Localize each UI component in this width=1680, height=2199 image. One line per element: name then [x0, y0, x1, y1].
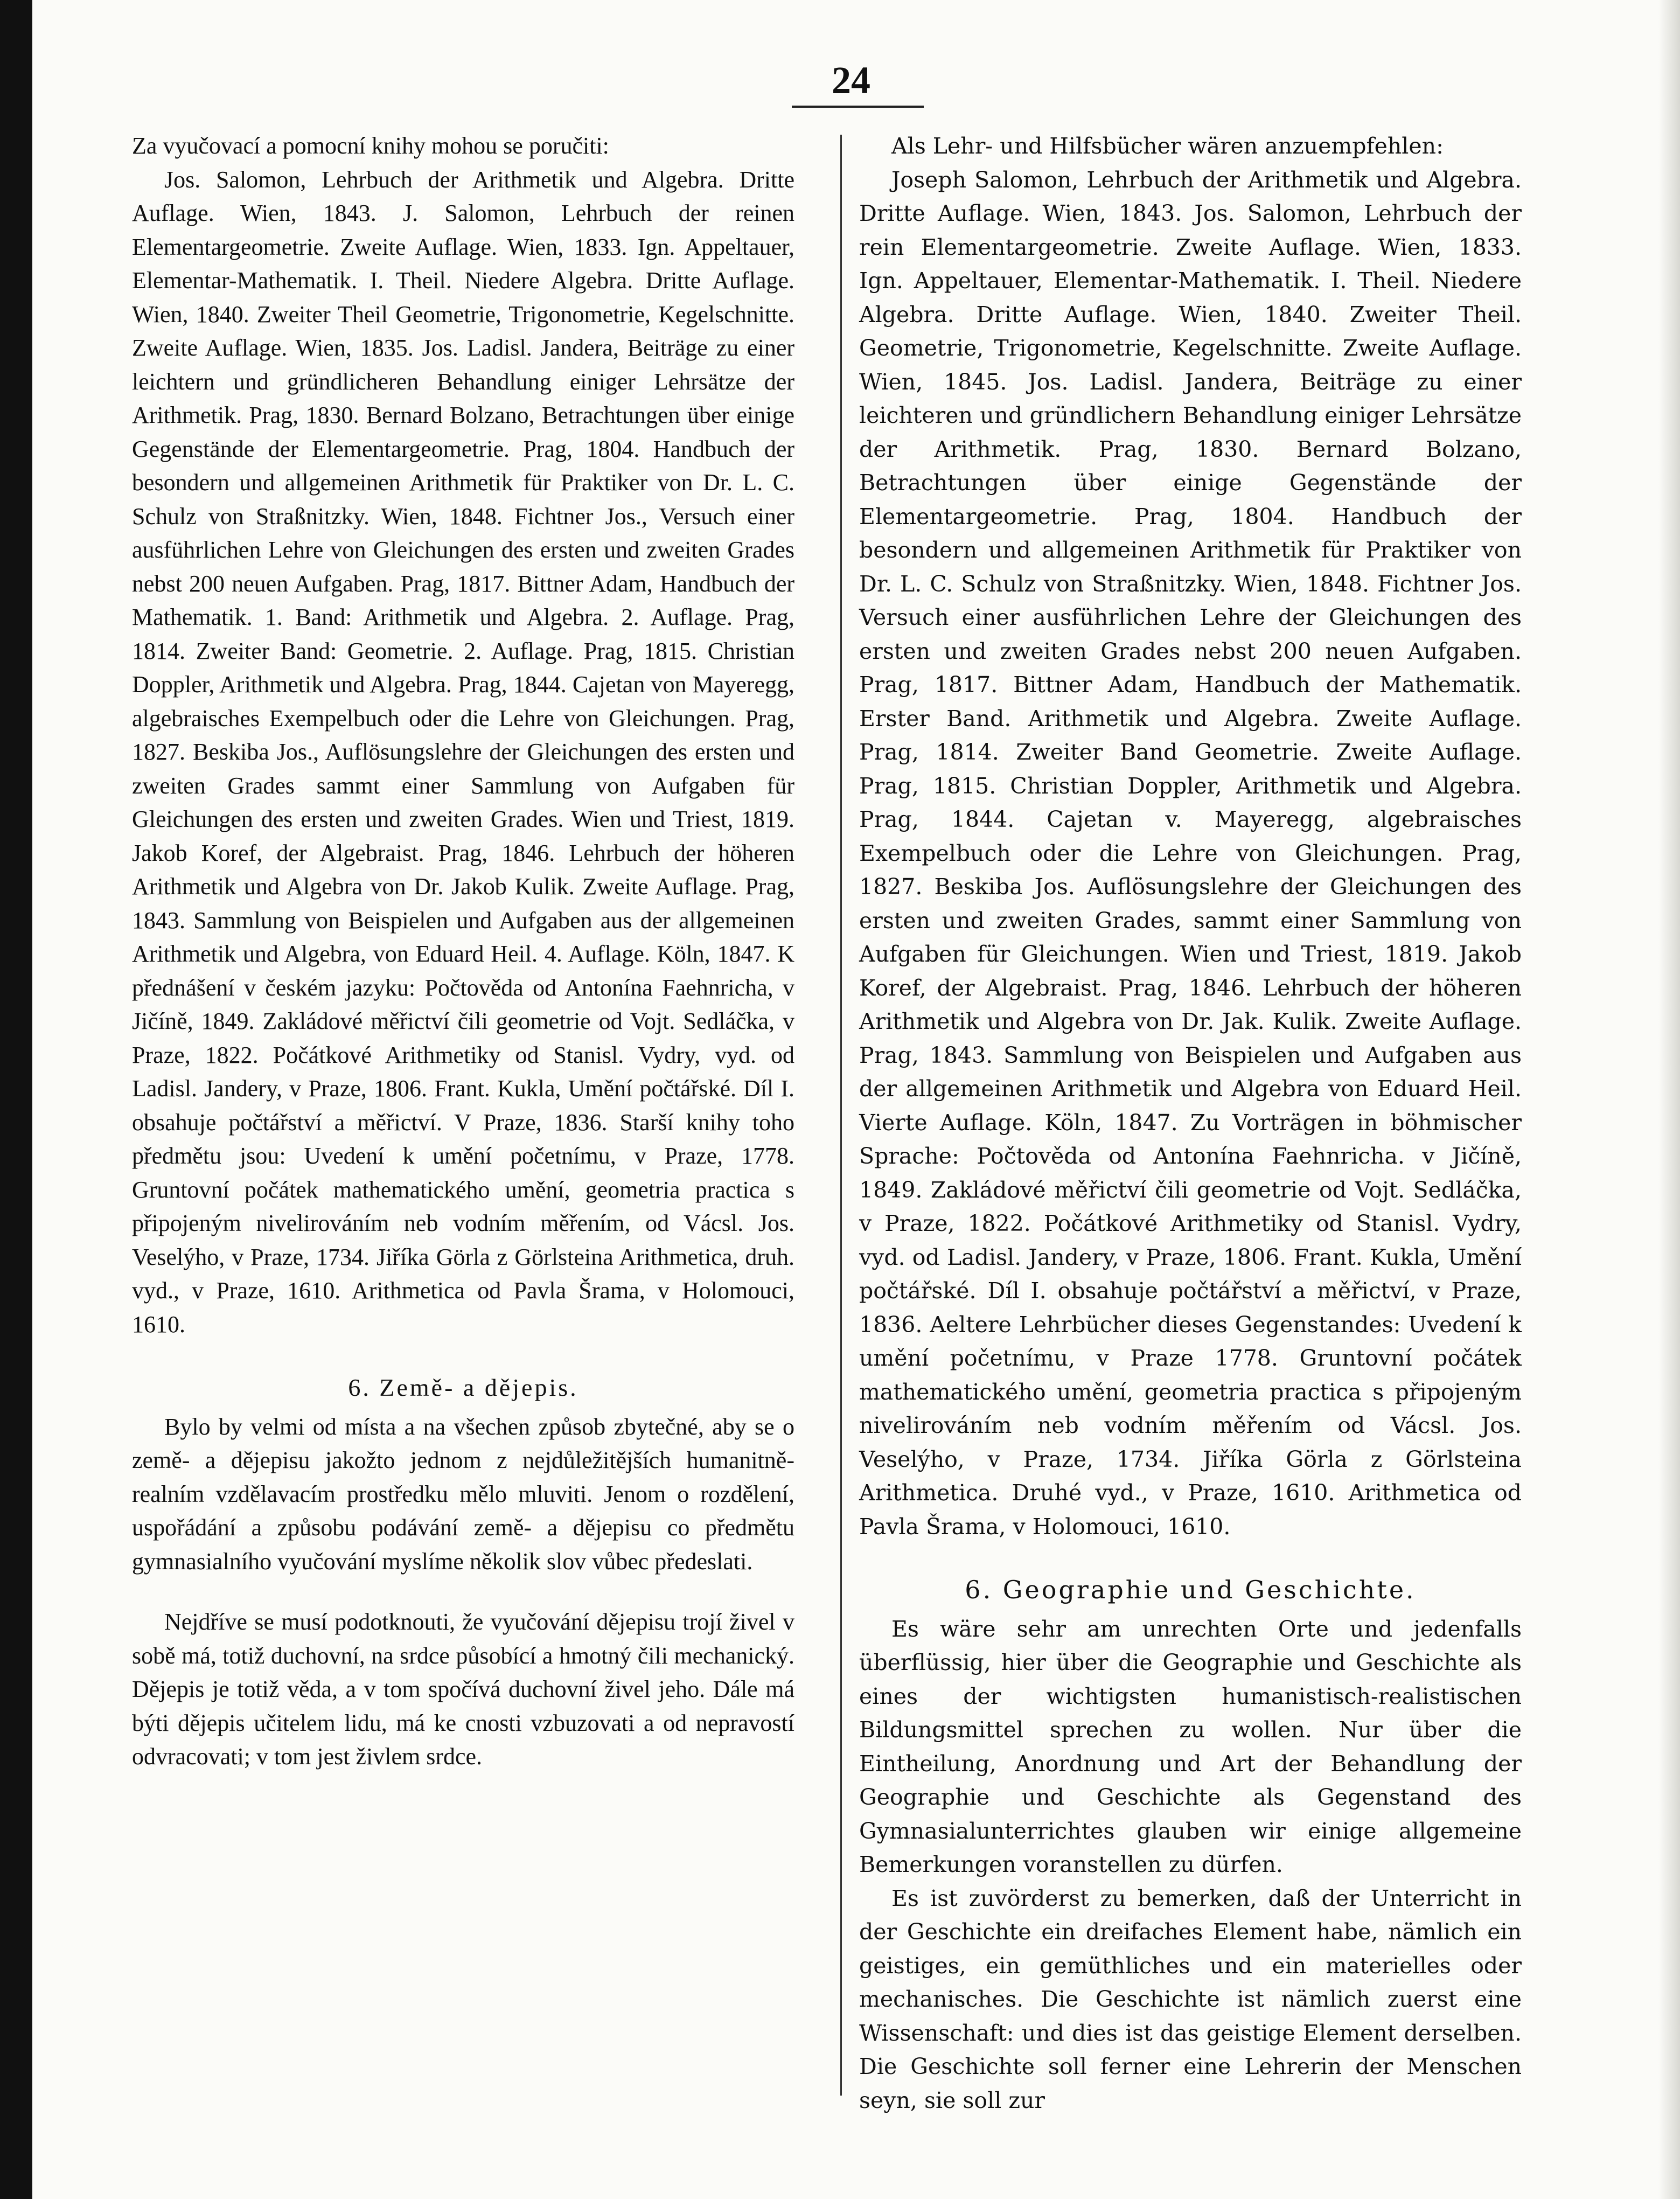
- page-edge-shadow: [1658, 0, 1680, 2199]
- paragraph-gap: [132, 1578, 794, 1605]
- left-column-czech: [132, 129, 794, 1774]
- left-section-paragraph-1: Bylo by velmi od místa a na všechen způsob zbytečné, aby se o země- a dějepisu jakožto jednom z nejdůležitějších humanitně-realním vzdělavacím prostředku mělo mluviti. Jenom o rozdělení, uspořádání a způsobu podávání země- a dějepisu co předmětu gymnasialního vyučování myslíme několik slov vůbec předeslati.: [132, 1413, 794, 1575]
- right-intro-label: Als Lehr- und Hilfsbücher wären anzuempfehlen:: [891, 133, 1444, 159]
- header-rule: [792, 106, 924, 108]
- left-section-heading: 6. Země- a dějepis.: [348, 1374, 578, 1401]
- left-intro-label: Za vyučovací a pomocní knihy mohou se poručiti:: [132, 133, 609, 159]
- right-section-paragraph-2: Es ist zuvörderst zu bemerken, daß der Unterricht in der Geschichte ein dreifaches Element habe, nämlich ein geistiges, ein gemüthliches und ein materielles oder mechanisches. Die Geschichte ist nämlich zuerst eine Wissenschaft: und dies ist das geistige Element derselben. Die Geschichte soll ferner eine Lehrerin der Menschen seyn, sie soll zur: [859, 1885, 1522, 2113]
- right-column-german: [859, 129, 1522, 2117]
- right-books-list: Joseph Salomon, Lehrbuch der Arithmetik und Algebra. Dritte Auflage. Wien, 1843. Jos. Salomon, Lehrbuch der rein Elementargeometrie. Zweite Auflage. Wien, 1833. Ign. Appeltauer, Elementar-Mathematik. I. Theil. Niedere Algebra. Dritte Auflage. Wien, 1840. Zweiter Theil. Geometrie, Trigonometrie, Kegelschnitte. Zweite Auflage. Wien, 1845. Jos. Ladisl. Jandera, Beiträge zu einer leichteren und gründlichern Behandlung einiger Lehrsätze der Arithmetik. Prag, 1830. Bernard Bolzano, Betrachtungen über einige Gegenstände der Elementargeometrie. Prag, 1804. Handbuch der besondern und allgemeinen Arithmetik für Praktiker von Dr. L. C. Schulz von Straßnitzky. Wien, 1848. Fichtner Jos. Versuch einer ausführlichen Lehre der Gleichungen des ersten und zweiten Grades nebst 200 neuen Aufgaben. Prag, 1817. Bittner Adam, Handbuch der Mathematik. Erster Band. Arithmetik und Algebra. Zweite Auflage. Prag, 1814. Zweiter Band Geometrie. Zweite Auflage. Prag, 1815. Christian Doppler, Arithmetik und Algebra. Prag, 1844. Cajetan v. Mayeregg, algebraisches Exempelbuch oder die Lehre von Gleichungen. Prag, 1827. Beskiba Jos. Auflösungslehre der Gleichungen des ersten und zweiten Grades, sammt einer Sammlung von Aufgaben für Gleichungen. Wien und Triest, 1819. Jakob Koref, der Algebraist. Prag, 1846. Lehrbuch der höheren Arithmetik und Algebra von Dr. Jak. Kulik. Zweite Auflage. Prag, 1843. Sammlung von Beispielen und Aufgaben aus der allgemeinen Arithmetik und Algebra von Eduard Heil. Vierte Auflage. Köln, 1847. Zu Vorträgen in böhmischer Sprache: Počtověda od Antonína Faehnricha. v Jičíně, 1849. Zakládové měřictví čili geometrie od Vojt. Sedláčka, v Praze, 1822. Počátkové Arithmetiky od Stanisl. Vydry, vyd. od Ladisl. Jandery, v Praze, 1806. Frant. Kukla, Umění počtářské. Díl I. obsahuje počtářství a měřictví, v Praze, 1836. Aeltere Lehrbücher dieses Gegenstandes: Uvedení k umění početnímu, v Praze 1778. Gruntovní počátek mathematického umění, geometria practica s připojeným nivelirováním neb vodním měřením od Vácsl. Jos. Veselýho, v Praze, 1734. Jiříka Görla z Görlsteina Arithmetica. Druhé vyd., v Praze, 1610. Arithmetica od Pavla Šrama, v Holomouci, 1610.: [859, 166, 1522, 1540]
- right-section-heading: 6. Geographie und Geschichte.: [965, 1575, 1416, 1604]
- column-divider: [840, 135, 842, 2096]
- left-books-list: Jos. Salomon, Lehrbuch der Arithmetik und Algebra. Dritte Auflage. Wien, 1843. J. Salomon, Lehrbuch der reinen Elementargeometrie. Zweite Auflage. Wien, 1833. Ign. Appeltauer, Elementar-Mathematik. I. Theil. Niedere Algebra. Dritte Auflage. Wien, 1840. Zweiter Theil Geometrie, Trigonometrie, Kegelschnitte. Zweite Auflage. Wien, 1835. Jos. Ladisl. Jandera, Beiträge zu einer leichtern und gründlicheren Behandlung einiger Lehrsätze der Arithmetik. Prag, 1830. Bernard Bolzano, Betrachtungen über einige Gegenstände der Elementargeometrie. Prag, 1804. Handbuch der besondern und allgemeinen Arithmetik für Praktiker von Dr. L. C. Schulz von Straßnitzky. Wien, 1848. Fichtner Jos., Versuch einer ausführlichen Lehre von Gleichungen des ersten und zweiten Grades nebst 200 neuen Aufgaben. Prag, 1817. Bittner Adam, Handbuch der Mathematik. 1. Band: Arithmetik und Algebra. 2. Auflage. Prag, 1814. Zweiter Band: Geometrie. 2. Auflage. Prag, 1815. Christian Doppler, Arithmetik und Algebra. Prag, 1844. Cajetan von Mayeregg, algebraisches Exempelbuch oder die Lehre von Gleichungen. Prag, 1827. Beskiba Jos., Auflösungslehre der Gleichungen des ersten und zweiten Grades sammt einer Sammlung von Aufgaben für Gleichungen des ersten und zweiten Grades. Wien und Triest, 1819. Jakob Koref, der Algebraist. Prag, 1846. Lehrbuch der höheren Arithmetik und Algebra von Dr. Jakob Kulik. Zweite Auflage. Prag, 1843. Sammlung von Beispielen und Aufgaben aus der allgemeinen Arithmetik und Algebra, von Eduard Heil. 4. Auflage. Köln, 1847. K přednášení v českém jazyku: Počtověda od Antonína Faehnricha, v Jičíně, 1849. Zakládové měřictví čili geometrie od Vojt. Sedláčka, v Praze, 1822. Počátkové Arithmetiky od Stanisl. Vydry, vyd. od Ladisl. Jandery, v Praze, 1806. Frant. Kukla, Umění počtářské. Díl I. obsahuje počtářství a měřictví. V Praze, 1836. Starší knihy toho předmětu jsou: Uvedení k umění početnímu, v Praze, 1778. Gruntovní počátek mathematického umění, geometria practica s připojeným nivelirováním neb vodním měřením, od Vácsl. Jos. Veselýho, v Praze, 1734. Jiříka Görla z Görlsteina Arithmetica, druh. vyd., v Praze, 1610. Arithmetica od Pavla Šrama, v Holomouci, 1610.: [132, 166, 794, 1338]
- page-number: 24: [832, 59, 870, 102]
- scanned-page: [32, 0, 1680, 2199]
- right-section-paragraph-1: Es wäre sehr am unrechten Orte und jedenfalls überflüssig, hier über die Geographie und Geschichte als eines der wichtigsten humanistisch-realistischen Bildungsmittel sprechen zu wollen. Nur über die Eintheilung, Anordnung und Art der Behandlung der Geographie und Geschichte als Gegenstand des Gymnasialunterrichtes glauben wir einige allgemeine Bemerkungen voranstellen zu dürfen.: [859, 1616, 1522, 1877]
- left-section-paragraph-2: Nejdříve se musí podotknouti, že vyučování dějepisu trojí živel v sobě má, totiž duchovní, na srdce působící a hmotný čili mechanický. Dějepis je totiž věda, a v tom spočívá duchovní živel jeho. Dále má býti dějepis učitelem lidu, má ke cnosti vzbuzovati a od nepravostí odvracovati; v tom jest živlem srdce.: [132, 1609, 794, 1770]
